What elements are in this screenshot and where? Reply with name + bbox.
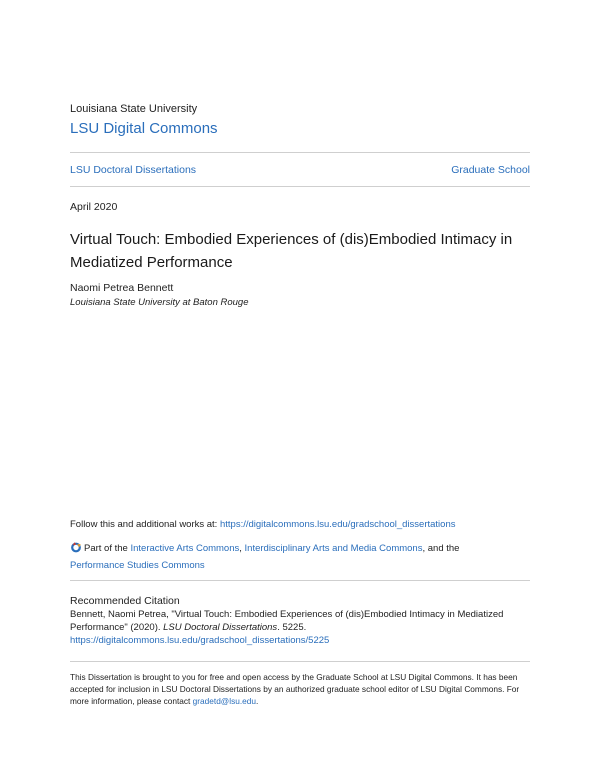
notice-end: . [256, 696, 259, 706]
performance-studies-commons-link[interactable]: Performance Studies Commons [70, 560, 205, 571]
school-link[interactable]: Graduate School [451, 164, 530, 176]
disciplines-line [70, 540, 530, 574]
document-title: Virtual Touch: Embodied Experiences of (dis)Embodied Intimacy in Mediatized Performance [70, 231, 513, 271]
author-name: Naomi Petrea Bennett [70, 282, 174, 294]
access-notice [70, 671, 530, 707]
contact-email-link[interactable]: gradetd@lsu.edu [192, 696, 256, 706]
repository-link[interactable]: LSU Digital Commons [70, 120, 218, 137]
institution-name: Louisiana State University [70, 103, 198, 115]
publication-date: April 2020 [70, 201, 118, 213]
citation-text [70, 608, 530, 647]
citation-series: LSU Doctoral Dissertations [163, 622, 278, 633]
interdisciplinary-arts-media-commons-link[interactable]: Interdisciplinary Arts and Media Commons [244, 543, 423, 554]
interactive-arts-commons-link[interactable]: Interactive Arts Commons [130, 543, 240, 554]
citation-url-link[interactable]: https://digitalcommons.lsu.edu/gradschool_dissertations/5225 [70, 635, 330, 646]
collection-link[interactable]: LSU Doctoral Dissertations [70, 164, 197, 176]
citation-number: . 5225. [277, 622, 307, 633]
citation-heading: Recommended Citation [70, 595, 180, 607]
author-affiliation: Louisiana State University at Baton Rouge [70, 297, 249, 308]
notice-divider [70, 661, 530, 662]
part-of-prefix: Part of the [84, 543, 131, 554]
open-access-icon [70, 541, 82, 553]
notice-text: This Dissertation is brought to you for free and open access by the Graduate School at LSU Digital Commons. It has been accepted for inclusion in LSU Doctoral Dissertations by an authorized graduate school editor of LSU Digital Commons. For more information, please contact [70, 672, 520, 706]
citation-body: Bennett, Naomi Petrea, "Virtual Touch: Embodied Experiences of (dis)Embodied Intimacy in Mediatized Performance" (2020). [70, 609, 504, 633]
follow-prefix: Follow this and additional works at: [70, 519, 220, 530]
collection-url-link[interactable]: https://digitalcommons.lsu.edu/gradschool_dissertations [219, 519, 456, 530]
nav-divider [70, 186, 530, 187]
separator-1: , [239, 543, 245, 554]
follow-line [70, 519, 455, 530]
top-divider [70, 152, 530, 153]
citation-divider [70, 580, 530, 581]
separator-2: , and the [422, 543, 460, 554]
cover-page [70, 0, 530, 776]
